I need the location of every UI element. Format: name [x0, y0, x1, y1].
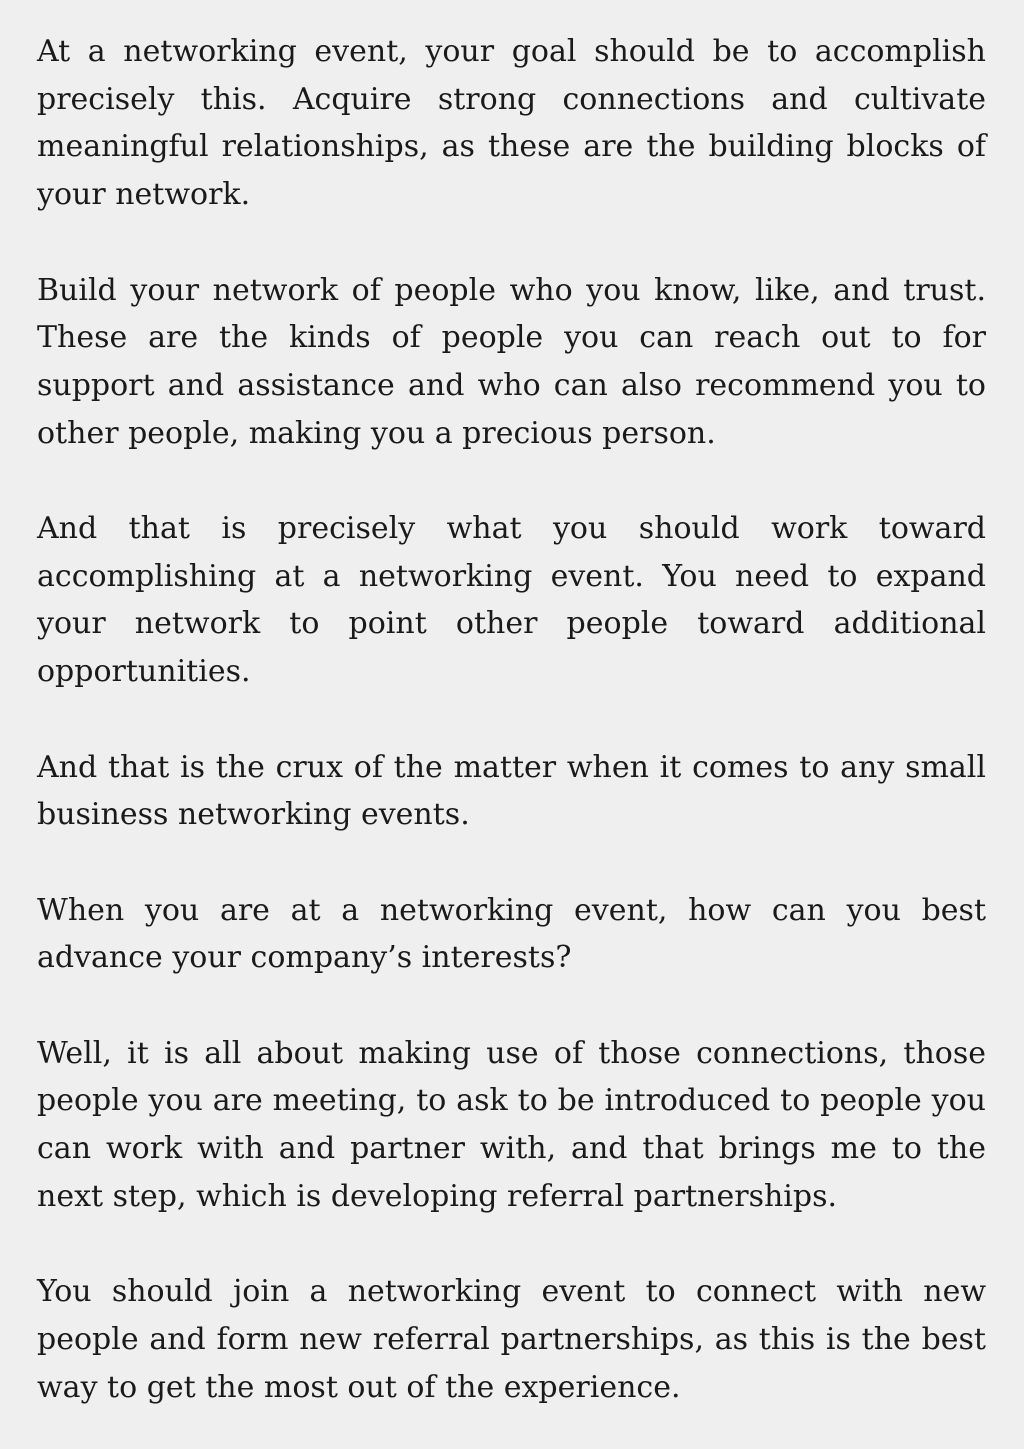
- paragraph-2: Build your network of people who you know, like, and trust. These are the kinds of people you can reach out to for support and assistance and who can also recommend you to other people, making you a precious person.: [37, 272, 986, 451]
- paragraph-7: You should join a networking event to connect with new people and form new referral partnerships, as this is the best way to get the most out of the experience.: [37, 1274, 986, 1405]
- paragraph-1: At a networking event, your goal should be to accomplish precisely this. Acquire strong connections and cultivate meaningful relationships, as these are the building blocks of your network.: [37, 34, 986, 213]
- paragraph-3: And that is precisely what you should work toward accomplishing at a networking event. You need to expand your network to point other people toward additional opportunities.: [37, 511, 986, 690]
- paragraph-4: And that is the crux of the matter when it comes to any small business networking events.: [37, 749, 986, 833]
- document-page: [37, 28, 986, 1411]
- paragraph-6: Well, it is all about making use of those connections, those people you are meeting, to ask to be introduced to people you can work with and partner with, and that brings me to the next step, which is developing referral partnerships.: [37, 1035, 986, 1214]
- paragraph-5: When you are at a networking event, how can you best advance your company’s interests?: [37, 892, 986, 976]
